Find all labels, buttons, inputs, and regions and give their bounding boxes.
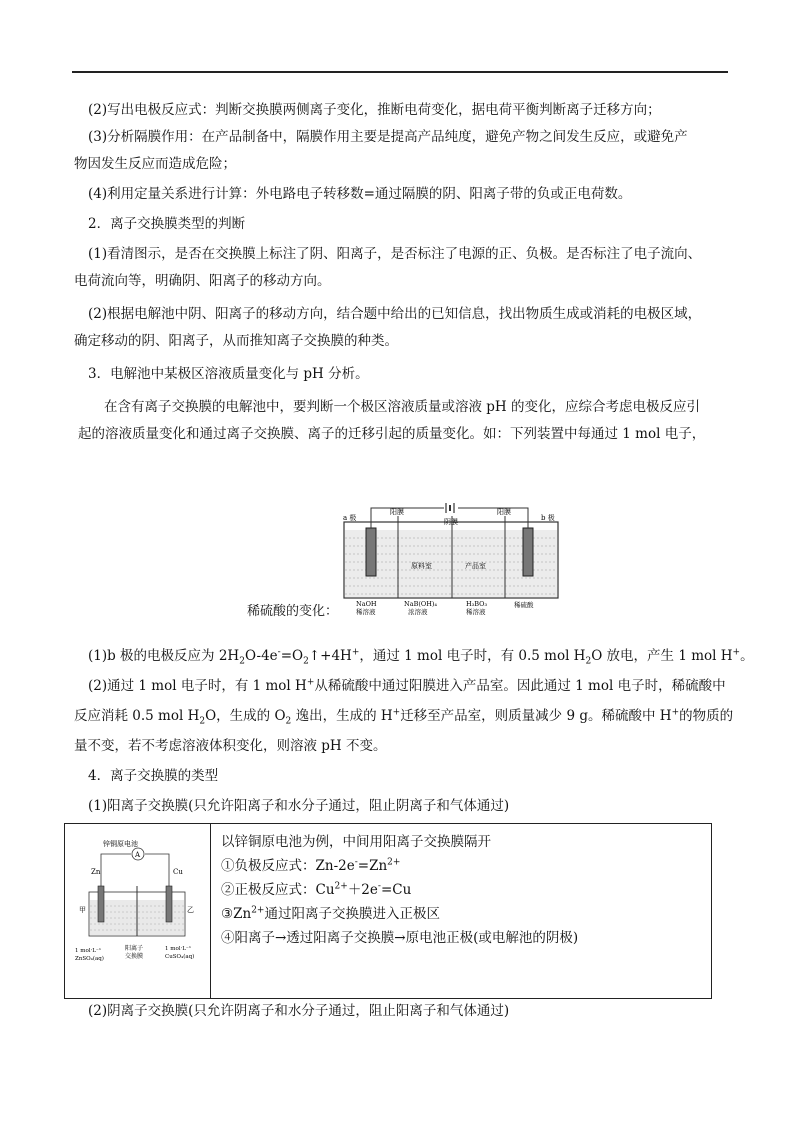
paragraph-electrode-equation: (2)写出电极反应式：判断交换膜两侧离子变化，推断电荷变化，据电荷平衡判断离子迁移方向； bbox=[88, 102, 661, 118]
paragraph-cation-membrane: (1)阳离子交换膜(只允许阳离子和水分子通过，阻止阴离子和气体通过) bbox=[88, 798, 510, 814]
label-raw-room: 原料室 bbox=[411, 562, 432, 570]
label-membrane-b: 交换膜 bbox=[125, 953, 144, 960]
table-row: 以锌铜原电池为例，中间用阳离子交换膜隔开 bbox=[221, 834, 491, 850]
zn-electrode bbox=[98, 886, 104, 922]
paragraph-h-migration: (2)通过 1 mol 电子时，有 1 mol H+从稀硫酸中通过阳膜进入产品室。因此通过 1 mol 电子时，稀硫酸中 bbox=[88, 677, 726, 694]
paragraph-membrane-role: (3)分析隔膜作用：在产品制备中，隔膜作用主要是提高产品纯度，避免产物之间发生反应，或避免产 bbox=[88, 129, 688, 145]
label-cuso4-conc: 1 mol·L⁻¹ bbox=[165, 946, 192, 952]
label-membrane-2: 阴膜 bbox=[444, 518, 458, 526]
electrode-a bbox=[366, 528, 376, 576]
paragraph-ion-movement-cont: 确定移动的阴、阳离子，从而推知离子交换膜的种类。 bbox=[74, 333, 398, 349]
label-left-tag: 甲 bbox=[79, 906, 86, 914]
label-membrane-3: 阳膜 bbox=[497, 508, 511, 516]
paragraph-h-migration-end: 量不变，若不考虑溶液体积变化，则溶液 pH 不变。 bbox=[74, 738, 387, 754]
paragraph-ion-movement: (2)根据电解池中阴、阳离子的移动方向，结合题中给出的已知信息，找出物质生成或消耗的电极区域， bbox=[88, 306, 702, 322]
paragraph-anion-membrane: (2)阴离子交换膜(只允许阴离子和水分子通过，阻止阳离子和气体通过) bbox=[88, 1003, 510, 1019]
heading-2: 2．离子交换膜类型的判断 bbox=[88, 216, 246, 232]
table-row: ④阳离子→透过阳离子交换膜→原电池正极(或电解池的阴极) bbox=[221, 930, 579, 946]
label-dilute-sulfuric: 稀硫酸 bbox=[514, 601, 534, 609]
paragraph-read-diagram-cont: 电荷流向等，明确阴、阳离子的移动方向。 bbox=[74, 273, 331, 289]
heading-3: 3．电解池中某极区溶液质量变化与 pH 分析。 bbox=[88, 366, 369, 382]
header-rule bbox=[72, 71, 728, 73]
label-b-electrode: b 极 bbox=[541, 514, 555, 522]
cation-membrane-table bbox=[64, 823, 712, 999]
electrolysis-cell-diagram bbox=[340, 500, 562, 618]
cu-electrode bbox=[166, 886, 172, 922]
label-naoh: NaOH bbox=[356, 600, 377, 608]
paragraph-read-diagram: (1)看清图示，是否在交换膜上标注了阴、阳离子，是否标注了电源的正、负极。是否标注了电子流向、 bbox=[88, 246, 702, 262]
label-znso4-conc: 1 mol·L⁻¹ bbox=[75, 948, 102, 954]
label-nabo-conc: 浓溶液 bbox=[408, 608, 428, 616]
galvanic-cell-diagram bbox=[65, 824, 210, 994]
label-znso4: ZnSO₄(aq) bbox=[75, 956, 104, 962]
galvanic-cell-explanation bbox=[211, 824, 712, 999]
paragraph-h-migration-cont: 反应消耗 0.5 mol $H_2O$，生成的 $O_2$ 逸出，生成的 H+迁移至产品室，则质量减少 9 g。稀硫酸中 H+的物质的 bbox=[74, 707, 734, 727]
paragraph-membrane-role-cont: 物因发生反应而造成危险； bbox=[74, 156, 236, 172]
label-product-room: 产品室 bbox=[465, 562, 486, 570]
figure-caption: 稀硫酸的变化： bbox=[247, 604, 339, 619]
label-zn: Zn bbox=[91, 868, 101, 876]
paragraph-mass-change: 在含有离子交换膜的电解池中，要判断一个极区溶液质量或溶液 pH 的变化，应综合考虑电极反应引 bbox=[104, 399, 700, 415]
paragraph-b-electrode: (1)b 极的电极反应为 $2H_2O-4e^-=O_2↑+4H^+$，通过 1 mol 电子时，有 0.5 mol $H_2O$ 放电，产生 1 mol H+。 bbox=[88, 647, 754, 667]
heading-4: 4．离子交换膜的类型 bbox=[88, 768, 219, 784]
label-membrane-1: 阳膜 bbox=[390, 508, 404, 516]
label-cell-title: 锌铜原电池 bbox=[103, 840, 138, 848]
label-right-tag: 乙 bbox=[187, 906, 194, 914]
paragraph-mass-change-cont: 起的溶液质量变化和通过离子交换膜、离子的迁移引起的质量变化。如：下列装置中每通过 1 mol 电子， bbox=[78, 426, 706, 442]
label-h3bo3: H₃BO₃ bbox=[466, 600, 488, 608]
table-row: $③Zn^{2+}$通过阳离子交换膜进入正极区 bbox=[221, 905, 440, 922]
label-ammeter: A bbox=[135, 851, 141, 859]
label-h3bo3-dilute: 稀溶液 bbox=[466, 608, 486, 616]
galvanic-cell-diagram-cell bbox=[65, 824, 211, 999]
paragraph-quantitative: (4)利用定量关系进行计算：外电路电子转移数=通过隔膜的阴、阳离子带的负或正电荷数。 bbox=[88, 186, 632, 202]
table-row: ①负极反应式：$Zn-2e^-=Zn^{2+}$ bbox=[221, 857, 401, 874]
label-membrane-a: 阳离子 bbox=[125, 945, 144, 952]
label-nabo: NaB(OH)₄ bbox=[404, 600, 438, 608]
electrode-b bbox=[523, 528, 533, 576]
label-cu: Cu bbox=[173, 868, 183, 876]
label-cuso4: CuSO₄(aq) bbox=[165, 954, 195, 960]
label-naoh-dilute: 稀溶液 bbox=[356, 608, 376, 616]
table-row: ②正极反应式：$Cu^{2+}+2e^-=Cu$ bbox=[221, 881, 412, 898]
label-a-electrode: a 极 bbox=[343, 514, 357, 522]
